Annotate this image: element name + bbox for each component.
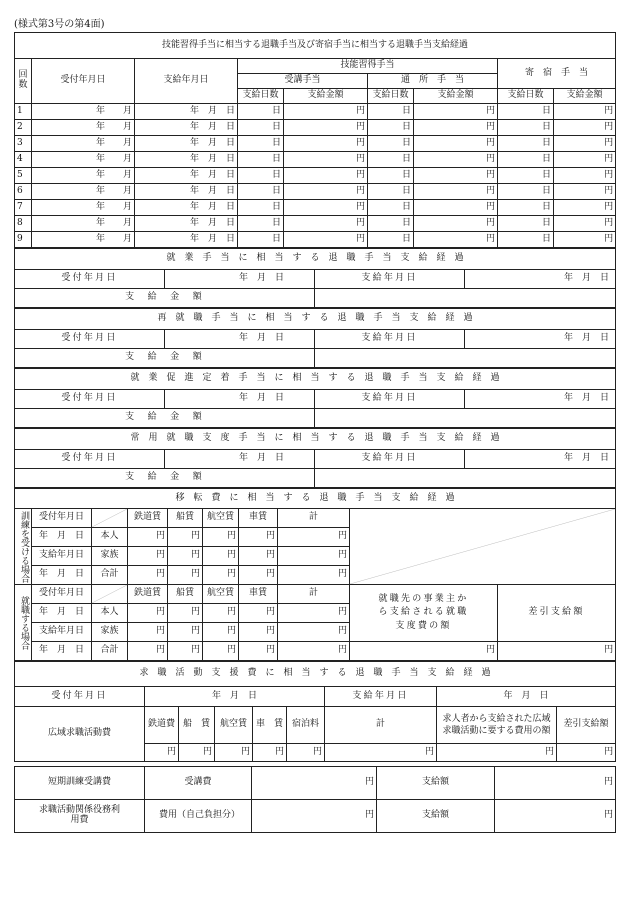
commute-days: 日 — [368, 120, 414, 136]
ship-header: 船賃 — [168, 509, 203, 528]
block-received-date: 年 月 日 — [165, 450, 315, 469]
form-caption: (様式第3号の第4面) — [14, 19, 105, 30]
lodging-days: 日 — [498, 168, 554, 184]
air-header: 航空賃 — [203, 585, 239, 604]
short-training-label: 短期訓練受講費 — [15, 767, 145, 800]
yen-unit: 円 — [203, 642, 239, 661]
yen-unit: 円 — [278, 604, 350, 623]
course-days: 日 — [238, 152, 284, 168]
block-amount-label: 支 給 金 額 — [15, 349, 315, 368]
yen-unit: 円 — [350, 642, 498, 661]
paid-amount-label: 支給額 — [377, 800, 495, 833]
yen-unit: 円 — [145, 744, 179, 762]
received-date: 年 月 — [32, 136, 135, 152]
course-fee-value: 円 — [252, 767, 377, 800]
employment-received-label: 受付年月日 — [32, 585, 92, 604]
lodging-amount: 円 — [554, 152, 616, 168]
course-amount: 円 — [284, 104, 368, 120]
commute-days: 日 — [368, 136, 414, 152]
block-paid-date: 年 月 日 — [465, 450, 616, 469]
commute-days: 日 — [368, 232, 414, 248]
yen-unit: 円 — [325, 744, 437, 762]
row-number: 6 — [15, 184, 32, 200]
recruiter-pay-label: 求人者から支給された広域求職活動に要する費用の額 — [437, 707, 557, 744]
table-row — [15, 152, 616, 168]
block-paid-label: 支給年月日 — [315, 330, 465, 349]
yen-unit: 円 — [557, 744, 616, 762]
yen-unit: 円 — [128, 547, 168, 566]
net-pay-label: 差引支給額 — [557, 707, 616, 744]
received-date: 年 月 — [32, 184, 135, 200]
row-number: 4 — [15, 152, 32, 168]
training-received-label: 受付年月日 — [32, 509, 92, 528]
lodging-amount: 円 — [554, 216, 616, 232]
course-days: 日 — [238, 104, 284, 120]
amount-header: 支給金額 — [284, 89, 368, 104]
job-search-table — [14, 661, 616, 762]
lodging-amount: 円 — [554, 200, 616, 216]
table-row — [15, 104, 616, 120]
paid-date: 年 月 日 — [135, 120, 238, 136]
service-fee-label: 求職活動関係役務利用費 — [15, 800, 145, 833]
course-amount: 円 — [284, 200, 368, 216]
commute-amount: 円 — [414, 104, 498, 120]
sum-header: 計 — [278, 509, 350, 528]
yen-unit: 円 — [128, 528, 168, 547]
paid-date: 年 月 日 — [135, 168, 238, 184]
paid-amount-value: 円 — [495, 767, 616, 800]
lodging-days: 日 — [498, 200, 554, 216]
yen-unit: 円 — [203, 547, 239, 566]
training-paid-date: 年 月 日 — [32, 566, 92, 585]
row-number: 2 — [15, 120, 32, 136]
block-amount-value — [315, 349, 616, 368]
yen-unit: 円 — [278, 642, 350, 661]
yen-unit: 円 — [168, 528, 203, 547]
block-paid-label: 支給年月日 — [315, 450, 465, 469]
lodging-amount: 円 — [554, 232, 616, 248]
employment-received-date: 年 月 日 — [32, 604, 92, 623]
commute-amount: 円 — [414, 216, 498, 232]
row-number: 9 — [15, 232, 32, 248]
lodging-amount: 円 — [554, 120, 616, 136]
table-row — [15, 184, 616, 200]
moving-expense-table — [14, 488, 616, 661]
table-row — [15, 136, 616, 152]
lodging-days: 日 — [498, 120, 554, 136]
yen-unit: 円 — [128, 623, 168, 642]
days-header: 支給日数 — [498, 89, 554, 104]
yen-unit: 円 — [239, 547, 278, 566]
yen-unit: 円 — [239, 623, 278, 642]
course-days: 日 — [238, 184, 284, 200]
yen-unit: 円 — [278, 566, 350, 585]
course-amount: 円 — [284, 120, 368, 136]
yen-unit: 円 — [253, 744, 287, 762]
commute-days: 日 — [368, 184, 414, 200]
commute-days: 日 — [368, 152, 414, 168]
course-days: 日 — [238, 120, 284, 136]
amount-header: 支給金額 — [414, 89, 498, 104]
block-received-label: 受付年月日 — [15, 270, 165, 289]
row-number: 3 — [15, 136, 32, 152]
row-number: 1 — [15, 104, 32, 120]
course-days: 日 — [238, 216, 284, 232]
paid-date: 年 月 日 — [135, 152, 238, 168]
course-days: 日 — [238, 136, 284, 152]
lodging-amount: 円 — [554, 104, 616, 120]
lodging-days: 日 — [498, 104, 554, 120]
table-row — [15, 216, 616, 232]
ship-fee-header: 船 賃 — [179, 707, 215, 744]
block-received-date: 年 月 日 — [165, 330, 315, 349]
block-title: 就 業 手 当 に 相 当 す る 退 職 手 当 支 給 経 過 — [15, 249, 616, 270]
paid-date: 年 月 日 — [135, 104, 238, 120]
diagonal-blank-area — [350, 509, 616, 585]
car-header: 車賃 — [239, 509, 278, 528]
commute-days: 日 — [368, 200, 414, 216]
sum-header: 計 — [278, 585, 350, 604]
lodging-amount: 円 — [554, 184, 616, 200]
received-header: 受付年月日 — [32, 59, 135, 104]
diagonal-cell — [92, 585, 128, 604]
block-amount-label: 支 給 金 額 — [15, 289, 315, 308]
family-label: 家族 — [92, 547, 128, 566]
yen-unit: 円 — [128, 566, 168, 585]
yen-unit: 円 — [278, 623, 350, 642]
paid-amount-label: 支給額 — [377, 767, 495, 800]
table-row — [15, 168, 616, 184]
paid-date: 年 月 日 — [135, 136, 238, 152]
commute-amount: 円 — [414, 200, 498, 216]
family-label: 家族 — [92, 623, 128, 642]
commute-amount: 円 — [414, 120, 498, 136]
skill-allowance-table — [14, 32, 616, 248]
paid-date: 年 月 日 — [135, 232, 238, 248]
yen-unit: 円 — [168, 547, 203, 566]
table-row — [15, 200, 616, 216]
block-amount-label: 支 給 金 額 — [15, 409, 315, 428]
section1-title: 技能習得手当に相当する退職手当及び寄宿手当に相当する退職手当支給経過 — [15, 33, 616, 59]
self-label: 本人 — [92, 604, 128, 623]
yen-unit: 円 — [437, 744, 557, 762]
wide-area-label: 広域求職活動費 — [15, 707, 145, 762]
block-paid-label: 支給年月日 — [315, 270, 465, 289]
block-amount-label: 支 給 金 額 — [15, 469, 315, 488]
count-header: 回数 — [15, 59, 32, 104]
paid-date: 年 月 日 — [135, 200, 238, 216]
commute-days: 日 — [368, 104, 414, 120]
employment-case-label: 就職する場合 — [15, 585, 32, 661]
yen-unit: 円 — [215, 744, 253, 762]
job-received-label: 受付年月日 — [15, 687, 145, 707]
yen-unit: 円 — [278, 547, 350, 566]
row-number: 5 — [15, 168, 32, 184]
commute-amount: 円 — [414, 152, 498, 168]
payment-block — [14, 368, 616, 428]
employer-pay-label: 就職先の事業主から支給される就職支度費の額 — [350, 585, 498, 642]
row-number: 7 — [15, 200, 32, 216]
yen-unit: 円 — [287, 744, 325, 762]
rail-header: 鉄道賃 — [128, 509, 168, 528]
lodging-fee-header: 宿泊料 — [287, 707, 325, 744]
yen-unit: 円 — [239, 604, 278, 623]
received-date: 年 月 — [32, 216, 135, 232]
training-paid-label: 支給年月日 — [32, 547, 92, 566]
yen-unit: 円 — [498, 642, 616, 661]
paid-header: 支給年月日 — [135, 59, 238, 104]
paid-date: 年 月 日 — [135, 184, 238, 200]
job-received-date: 年 月 日 — [145, 687, 325, 707]
air-fee-header: 航空賃 — [215, 707, 253, 744]
block-amount-value — [315, 289, 616, 308]
received-date: 年 月 — [32, 120, 135, 136]
rail-fee-header: 鉄道費 — [145, 707, 179, 744]
job-paid-label: 支給年月日 — [325, 687, 437, 707]
course-days: 日 — [238, 232, 284, 248]
received-date: 年 月 — [32, 152, 135, 168]
block-title: 就 業 促 進 定 着 手 当 に 相 当 す る 退 職 手 当 支 給 経 過 — [15, 369, 616, 390]
table-row — [15, 232, 616, 248]
table-row — [15, 120, 616, 136]
course-amount: 円 — [284, 216, 368, 232]
training-case-label: 訓練を受ける場合 — [15, 509, 32, 585]
total-label: 合計 — [92, 642, 128, 661]
payment-block — [14, 428, 616, 488]
payment-block — [14, 308, 616, 368]
commute-amount: 円 — [414, 232, 498, 248]
course-amount: 円 — [284, 168, 368, 184]
received-date: 年 月 — [32, 200, 135, 216]
course-amount: 円 — [284, 232, 368, 248]
training-received-date: 年 月 日 — [32, 528, 92, 547]
amount-header: 支給金額 — [554, 89, 616, 104]
block-title: 常 用 就 職 支 度 手 当 に 相 当 す る 退 職 手 当 支 給 経 過 — [15, 429, 616, 450]
yen-unit: 円 — [203, 528, 239, 547]
yen-unit: 円 — [128, 642, 168, 661]
yen-unit: 円 — [278, 528, 350, 547]
skill-header: 技能習得手当 — [238, 59, 498, 74]
yen-unit: 円 — [203, 623, 239, 642]
course-fee-label: 受講費 — [145, 767, 252, 800]
employment-paid-date: 年 月 日 — [32, 642, 92, 661]
commute-amount: 円 — [414, 136, 498, 152]
employment-paid-label: 支給年月日 — [32, 623, 92, 642]
row-number: 8 — [15, 216, 32, 232]
yen-unit: 円 — [179, 744, 215, 762]
block-received-date: 年 月 日 — [165, 390, 315, 409]
course-amount: 円 — [284, 152, 368, 168]
net-pay-label: 差引支給額 — [498, 585, 616, 642]
lodging-days: 日 — [498, 216, 554, 232]
block-amount-value — [315, 469, 616, 488]
block-paid-label: 支給年月日 — [315, 390, 465, 409]
cost-label: 費用（自己負担分） — [145, 800, 252, 833]
block-received-label: 受付年月日 — [15, 450, 165, 469]
received-date: 年 月 — [32, 232, 135, 248]
form-sheet — [14, 32, 615, 833]
yen-unit: 円 — [239, 642, 278, 661]
course-days: 日 — [238, 168, 284, 184]
block-received-label: 受付年月日 — [15, 390, 165, 409]
lodging-days: 日 — [498, 184, 554, 200]
lodging-amount: 円 — [554, 136, 616, 152]
block-title: 再 就 職 手 当 に 相 当 す る 退 職 手 当 支 給 経 過 — [15, 309, 616, 330]
paid-amount-value: 円 — [495, 800, 616, 833]
commute-days: 日 — [368, 216, 414, 232]
lodging-days: 日 — [498, 232, 554, 248]
cost-value: 円 — [252, 800, 377, 833]
payment-block — [14, 248, 616, 308]
received-date: 年 月 — [32, 168, 135, 184]
yen-unit: 円 — [168, 642, 203, 661]
commute-header: 通 所 手 当 — [368, 74, 498, 89]
course-days: 日 — [238, 200, 284, 216]
block-paid-date: 年 月 日 — [465, 270, 616, 289]
yen-unit: 円 — [203, 604, 239, 623]
training-fee-table — [14, 766, 616, 833]
sum-header: 計 — [325, 707, 437, 744]
block-received-label: 受付年月日 — [15, 330, 165, 349]
days-header: 支給日数 — [368, 89, 414, 104]
lodging-header: 寄 宿 手 当 — [498, 59, 616, 89]
ship-header: 船賃 — [168, 585, 203, 604]
car-fee-header: 車 賃 — [253, 707, 287, 744]
commute-amount: 円 — [414, 184, 498, 200]
yen-unit: 円 — [168, 623, 203, 642]
air-header: 航空賃 — [203, 509, 239, 528]
course-header: 受講手当 — [238, 74, 368, 89]
yen-unit: 円 — [168, 566, 203, 585]
block-paid-date: 年 月 日 — [465, 390, 616, 409]
block-paid-date: 年 月 日 — [465, 330, 616, 349]
yen-unit: 円 — [239, 528, 278, 547]
received-date: 年 月 — [32, 104, 135, 120]
diagonal-cell — [92, 509, 128, 528]
commute-days: 日 — [368, 168, 414, 184]
days-header: 支給日数 — [238, 89, 284, 104]
moving-title: 移 転 費 に 相 当 す る 退 職 手 当 支 給 経 過 — [15, 489, 616, 509]
yen-unit: 円 — [239, 566, 278, 585]
job-paid-date: 年 月 日 — [437, 687, 616, 707]
job-search-title: 求 職 活 動 支 援 費 に 相 当 す る 退 職 手 当 支 給 経 過 — [15, 662, 616, 687]
course-amount: 円 — [284, 136, 368, 152]
yen-unit: 円 — [168, 604, 203, 623]
block-received-date: 年 月 日 — [165, 270, 315, 289]
lodging-days: 日 — [498, 136, 554, 152]
yen-unit: 円 — [128, 604, 168, 623]
block-amount-value — [315, 409, 616, 428]
paid-date: 年 月 日 — [135, 216, 238, 232]
rail-header: 鉄道賃 — [128, 585, 168, 604]
total-label: 合計 — [92, 566, 128, 585]
commute-amount: 円 — [414, 168, 498, 184]
self-label: 本人 — [92, 528, 128, 547]
course-amount: 円 — [284, 184, 368, 200]
car-header: 車賃 — [239, 585, 278, 604]
lodging-amount: 円 — [554, 168, 616, 184]
yen-unit: 円 — [203, 566, 239, 585]
lodging-days: 日 — [498, 152, 554, 168]
